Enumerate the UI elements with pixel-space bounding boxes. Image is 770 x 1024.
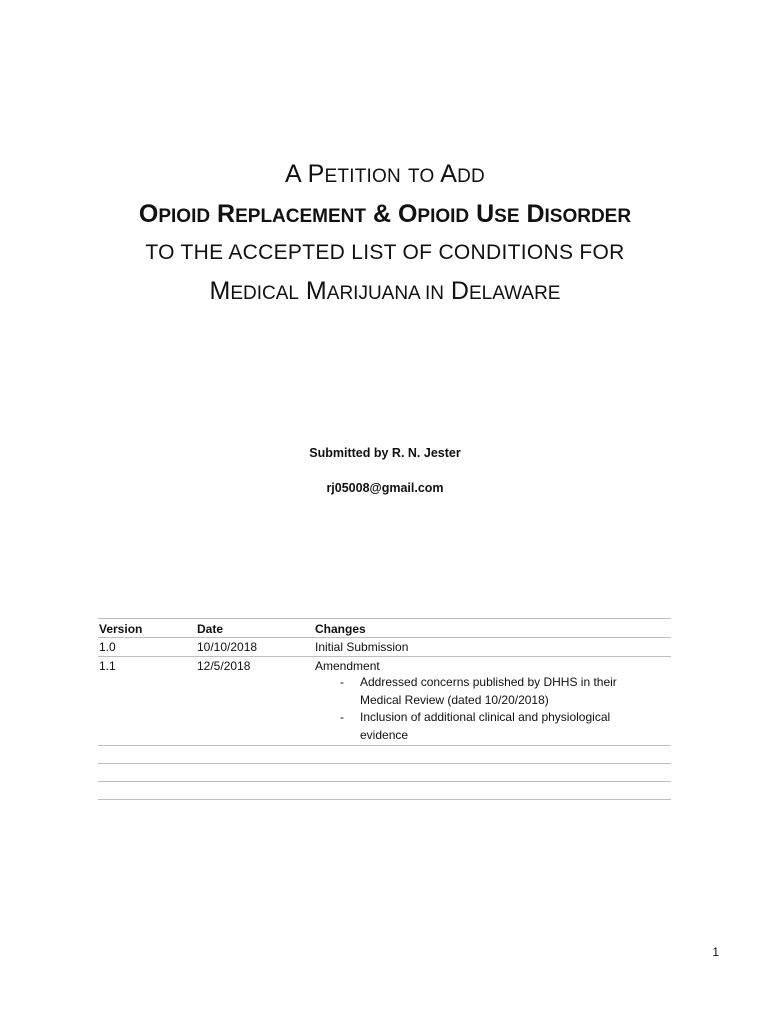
document-title xyxy=(0,160,770,306)
title-cap: R xyxy=(210,200,236,228)
cell-change: Initial Submission xyxy=(315,640,409,654)
title-smallcaps: EPLACEMENT xyxy=(235,206,366,227)
title-cap: M xyxy=(298,277,327,305)
submitted-by: Submitted by R. N. Jester xyxy=(309,446,461,460)
title-smallcaps: SE xyxy=(494,206,520,227)
title-smallcaps: ARIJUANA IN xyxy=(326,283,444,304)
title-line-2 xyxy=(0,200,770,229)
title-smallcaps: PIOID xyxy=(158,206,211,227)
title-cap: M xyxy=(209,277,231,305)
empty-table-row xyxy=(98,782,671,799)
title-smallcaps: ISORDER xyxy=(544,206,632,227)
header-changes: Changes xyxy=(315,622,366,636)
title-smallcaps: PIOID xyxy=(417,206,470,227)
cell-change: Amendment xyxy=(315,659,380,673)
table-header-row xyxy=(98,619,671,637)
dash-bullet: - xyxy=(340,675,344,689)
title-smallcaps: TO xyxy=(408,166,435,187)
cell-date: 12/5/2018 xyxy=(197,659,251,673)
cell-version: 1.0 xyxy=(99,640,116,654)
cell-changes xyxy=(315,658,671,744)
cell-date: 10/10/2018 xyxy=(197,640,258,654)
empty-table-row xyxy=(98,764,671,781)
title-smallcaps: EDICAL xyxy=(230,283,299,304)
list-item-text: Inclusion of additional clinical and physiological xyxy=(360,710,611,724)
list-item xyxy=(315,709,671,744)
list-item xyxy=(315,674,671,709)
cell-version: 1.1 xyxy=(99,659,116,673)
title-cap: D xyxy=(519,200,545,228)
list-item-text: evidence xyxy=(360,727,409,742)
title-cap: A xyxy=(440,160,458,188)
list-item-text: Addressed concerns published by DHHS in their xyxy=(360,675,617,689)
title-smallcaps: ETITION xyxy=(324,166,401,187)
title-cap: D xyxy=(443,277,469,305)
list-item-text: Medical Review (dated 10/20/2018) xyxy=(360,692,549,707)
table-row xyxy=(98,638,671,656)
title-line-3: TO THE ACCEPTED LIST OF CONDITIONS FOR xyxy=(145,241,625,264)
title-cap: U xyxy=(469,200,495,228)
empty-table-row xyxy=(98,746,671,763)
title-smallcaps: ELAWARE xyxy=(468,283,561,304)
title-line-1 xyxy=(0,160,770,189)
title-smallcaps: DD xyxy=(457,166,485,187)
amendment-list xyxy=(315,674,671,744)
table-row xyxy=(98,657,671,745)
author-email: rj05008@gmail.com xyxy=(326,481,444,495)
title-line-4 xyxy=(0,277,770,306)
header-date: Date xyxy=(197,622,224,636)
table-rule xyxy=(98,799,671,800)
page-number: 1 xyxy=(712,945,719,959)
title-cap: O xyxy=(138,200,159,228)
header-version: Version xyxy=(99,622,143,636)
title-cap: A P xyxy=(285,160,325,188)
dash-bullet: - xyxy=(340,710,344,724)
revision-history-table xyxy=(98,618,671,800)
title-space xyxy=(401,160,408,188)
title-cap: & O xyxy=(366,200,418,228)
